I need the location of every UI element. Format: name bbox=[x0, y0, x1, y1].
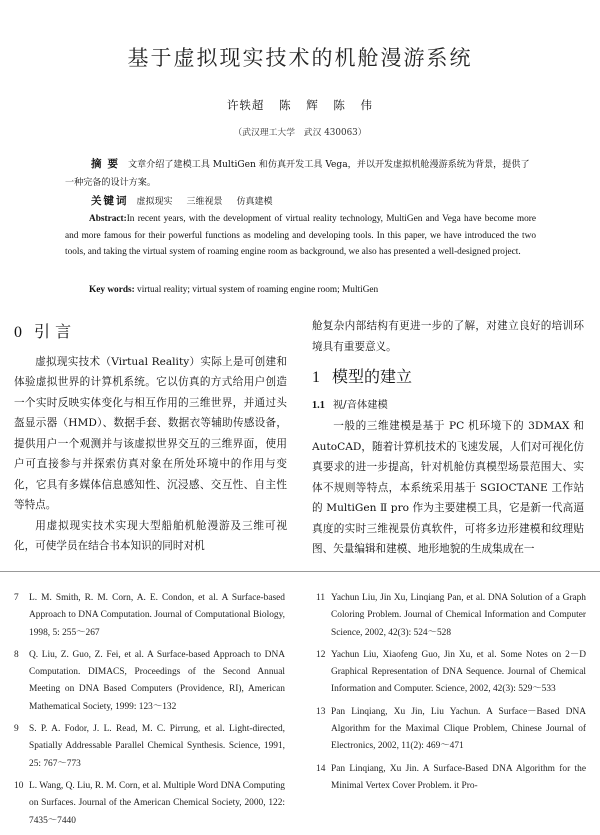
paragraph: 虚拟现实技术（Virtual Reality）实际上是可创建和体验虚拟世界的计算机系统。它以仿真的方式给用户创造一个实时反映实体变化与相互作用的三维世界，并通过头盔显示器（HMD）、数据手套、数据衣等辅助传感设备，提供用户一个观测并与该虚拟世界交互的三维界面，使用户可直接参与并探索仿真对象在所处环境中的作用与变化，它具有多媒体信息感知性、沉浸感、交互性、自主性等特点。 bbox=[14, 355, 287, 511]
section-title: 模型的建立 bbox=[332, 367, 413, 386]
keyword-item: 仿真建模 bbox=[236, 197, 273, 207]
divider bbox=[0, 571, 600, 572]
reference-item: 12 Yachun Liu, Xiaofeng Guo, Jin Xu, et al. Some Notes on 2－D Graphical Representation of DNA Sequence. Journal of Chemical Information and Computer. Science, 2002, 42(3): 529～533 bbox=[316, 649, 586, 695]
chinese-keywords bbox=[91, 193, 287, 208]
reference-item: 9 S. P. A. Fodor, J. L. Read, M. C. Pirrung, et al. Light-directed, Spatially Addressable Parallel Chemical Synthesis. Science, 1991, 25: 767～773 bbox=[14, 724, 285, 769]
section-number: 1 bbox=[312, 369, 320, 386]
paragraph: 用虚拟现实技术实现大型船舶机舱漫游及三维可视化，可使学员在结合书本知识的同时对机 bbox=[14, 519, 287, 552]
references-left bbox=[14, 590, 285, 835]
affiliation: （武汉理工大学 武汉 430063） bbox=[233, 128, 367, 138]
section-title: 引 言 bbox=[34, 322, 72, 341]
paragraph: 一般的三维建模是基于 PC 机环境下的 3DMAX 和 AutoCAD，随着计算机技术的飞速发展，人们对可视化仿真要求的进一步提高，针对机舱仿真模型场景范围大、实体不规则等特点，本系统采用基于 SGIOCTANE 工作站的 MultiGen Ⅱ pro 作为主要建模工具，它是新一代高逼真度的实时三维视景仿真软件，可将多边形建模和纹理贴图、矢量编辑和建模、地形地貌的生成集成在一 bbox=[312, 420, 584, 555]
section-heading-introduction bbox=[14, 322, 287, 344]
keyword-item: 三维视景 bbox=[186, 197, 223, 207]
english-keywords-text: virtual reality; virtual system of roaming engine room; MultiGen bbox=[137, 285, 379, 295]
reference-item: 11 Yachun Liu, Jin Xu, Linqiang Pan, et al. DNA Solution of a Graph Coloring Problem. Journal of Chemical Information and Computer Science, 2002, 42(3): 524～528 bbox=[316, 593, 586, 638]
reference-item: 7 L. M. Smith, R. M. Corn, A. E. Condon, et al. A Surface-based Approach to DNA Computation. Journal of Computational Biology, 1998, 5: 255～267 bbox=[14, 593, 285, 638]
left-column bbox=[14, 322, 287, 557]
subsection-number: 1.1 bbox=[312, 399, 325, 411]
english-abstract-label: Abstract: bbox=[89, 214, 127, 224]
english-abstract-text: In recent years, with the development of virtual reality technology, MultiGen and Vega have become more and more famous for their powerful functions as modeling and developing tools. In this paper, we have introduced the two tools, and taking the virtual system of roaming engine room as background, we also has presented a well-designed project. bbox=[65, 214, 536, 257]
chinese-keywords-label: 关键词 bbox=[91, 195, 129, 207]
english-keywords-label: Key words: bbox=[89, 285, 135, 295]
section-number: 0 bbox=[14, 324, 22, 341]
right-column bbox=[312, 316, 584, 560]
subsection-heading bbox=[312, 395, 584, 417]
chinese-abstract-label: 摘要 bbox=[91, 158, 124, 170]
reference-item: 14 Pan Linqiang, Xu Jin. A Surface-Based DNA Algorithm for the Minimal Vertex Cover Problem. it Pro- bbox=[316, 763, 586, 791]
subsection-title: 视/音体建模 bbox=[332, 398, 388, 411]
section-heading-modeling bbox=[312, 367, 584, 389]
author-list: 许轶超 陈 辉 陈 伟 bbox=[226, 98, 374, 112]
chinese-abstract bbox=[65, 155, 535, 192]
reference-item: 8 Q. Liu, Z. Guo, Z. Fei, et al. A Surface-based Approach to DNA Computation. DIMACS, Proceedings of the Second Annual Meeting on DNA Based Computers (Providence, RI), American Mathematical Society, 1999: 123～132 bbox=[14, 649, 285, 712]
english-abstract bbox=[65, 211, 536, 261]
chinese-abstract-text: 文章介绍了建模工具 MultiGen 和仿真开发工具 Vega，并以开发虚拟机舱漫游系统为背景，提供了一种完备的设计方案。 bbox=[65, 160, 530, 188]
paper-title: 基于虚拟现实技术的机舱漫游系统 bbox=[127, 46, 473, 70]
english-keywords bbox=[89, 285, 378, 295]
references-right bbox=[316, 590, 586, 800]
reference-item: 10 L. Wang, Q. Liu, R. M. Corn, et al. Multiple Word DNA Computing on Surfaces. Journal of the American Chemical Society, 2000, 122: 7435～7440 bbox=[14, 780, 285, 826]
paragraph-continuation: 舱复杂内部结构有更进一步的了解，对建立良好的培训环境具有重要意义。 bbox=[312, 320, 584, 353]
keyword-item: 虚拟现实 bbox=[136, 197, 173, 207]
reference-item: 13 Pan Linqiang, Xu Jin, Liu Yachun. A Surface－Based DNA Algorithm for the Maximal Clique Problem, Chinese Journal of Electronics, 2002, 11(2): 469～471 bbox=[316, 706, 586, 752]
